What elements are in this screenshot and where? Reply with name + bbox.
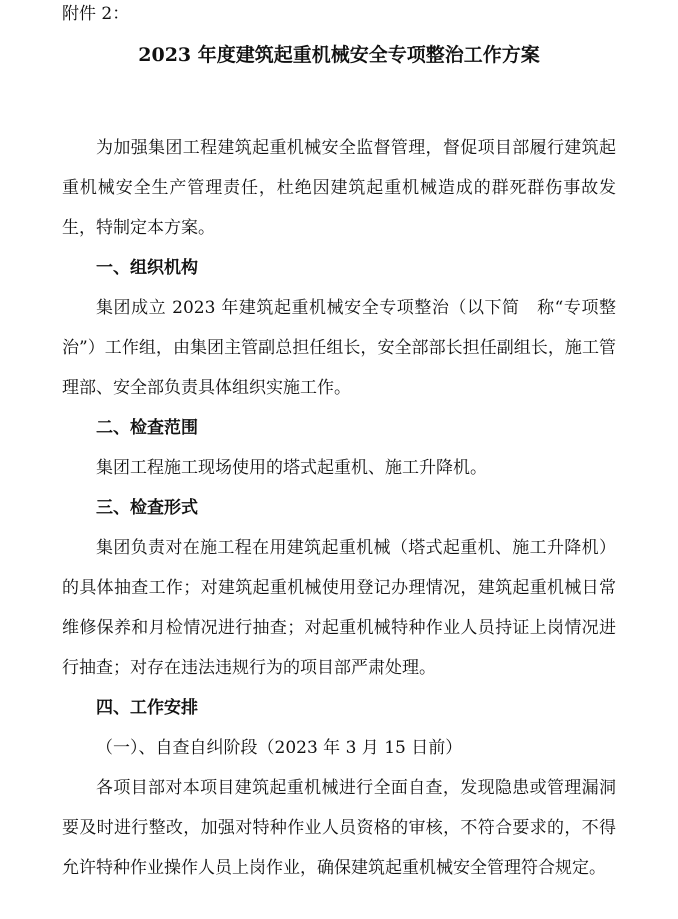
organization-paragraph: 集团成立 2023 年建筑起重机械安全专项整治（以下简 称“专项整治”）工作组，由集团主管副总担任组长，安全部部长担任副组长，施工管理部、安全部负责具体组织实施工作。 (62, 298, 616, 398)
section-heading-work-arrangement: 四、工作安排 (96, 698, 198, 718)
section-heading-inspection-form: 三、检查形式 (96, 498, 198, 518)
inspection-form-paragraph: 集团负责对在施工程在用建筑起重机械（塔式起重机、施工升降机）的具体抽查工作；对建筑起重机械使用登记办理情况，建筑起重机械日常维修保养和月检情况进行抽查；对起重机械特种作业人员持证上岗情况进行抽查；对存在违法违规行为的项目部严肃处理。 (62, 538, 616, 678)
intro-paragraph: 为加强集团工程建筑起重机械安全监督管理，督促项目部履行建筑起重机械安全生产管理责任，杜绝因建筑起重机械造成的群死群伤事故发生，特制定本方案。 (62, 138, 616, 238)
document-title: 2023 年度建筑起重机械安全专项整治工作方案 (138, 44, 540, 66)
section-heading-organization: 一、组织机构 (96, 258, 198, 278)
self-check-paragraph: 各项目部对本项目建筑起重机械进行全面自查，发现隐患或管理漏洞要及时进行整改，加强对特种作业人员资格的审核，不符合要求的，不得允许特种作业操作人员上岗作业，确保建筑起重机械安全管理符合规定。 (62, 778, 616, 878)
attachment-label: 附件 2： (62, 4, 130, 24)
subsection-self-check: （一）、自查自纠阶段（2023 年 3 月 15 日前） (96, 738, 463, 758)
scope-paragraph: 集团工程施工现场使用的塔式起重机、施工升降机。 (96, 458, 487, 478)
document-body (62, 128, 616, 888)
section-heading-scope: 二、检查范围 (96, 418, 198, 438)
